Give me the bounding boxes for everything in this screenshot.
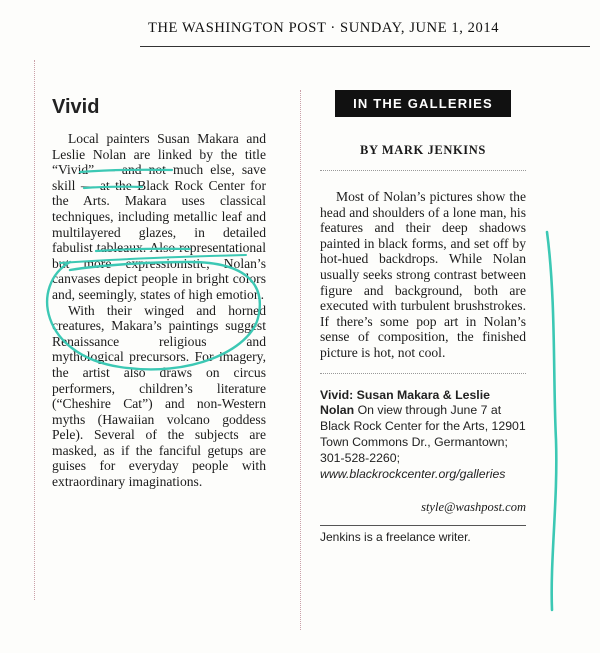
exhibit-info (320, 388, 526, 483)
byline-divider (320, 170, 526, 171)
section-badge: IN THE GALLERIES (335, 90, 511, 117)
left-body (52, 131, 266, 490)
article-heading: Vivid (52, 96, 100, 118)
left-column-rule (34, 60, 35, 600)
right-body (320, 189, 526, 361)
exhibit-details: On view through June 7 at Black Rock Center for the Arts, 12901 Town Commons Dr., Germantown; 301-528-2260; (320, 403, 526, 465)
exhibit-website: www.blackrockcenter.org/galleries (320, 466, 506, 481)
author-credit: Jenkins is a freelance writer. (320, 530, 471, 545)
masthead-rule (140, 46, 590, 47)
left-paragraph-1: Local painters Susan Makara and Leslie Nolan are linked by the title “Vivid” — and not much else, save skill — at the Black Rock Center for the Arts. Makara uses classical techniques, including metallic leaf and multilayered glazes, in detailed fabulist tableaux. Also representational but more expressionistic, Nolan’s canvases depict people in bright colors and, seemingly, states of high emotion. (52, 131, 266, 302)
right-column (320, 90, 526, 544)
center-column-rule (300, 90, 301, 630)
exhibit-title: Vivid: Susan Makara & Leslie Nolan (320, 387, 490, 418)
contact-email: style@washpost.com (421, 500, 526, 515)
info-divider (320, 373, 526, 374)
byline: BY MARK JENKINS (360, 143, 486, 157)
left-column (52, 96, 266, 490)
right-paragraph: Most of Nolan’s pictures show the head and shoulders of a lone man, his features and their deep shadows painted in black forms, and set off by hot-hued backdrops. While Nolan usually seeks strong contrast between figure and background, both are executed with turbulent brushstrokes. If there’s some pop art in Nolan’s sense of composition, the finished picture is hot, not cool. (320, 189, 526, 360)
left-paragraph-2: With their winged and horned creatures, Makara’s paintings suggest Renaissance religious and mythological precursors. For imagery, the artist also draws on circus performers, children’s literature (“Cheshire Cat”) and non-Western myths (Hawaiian volcano goddess Pele). Several of the subjects are masked, as if the fanciful getups are guises for everyday people with extraordinary imaginations. (52, 302, 266, 490)
masthead: THE WASHINGTON POST · SUNDAY, JUNE 1, 2014 (148, 20, 500, 36)
margin-line (547, 232, 556, 610)
credit-rule (320, 525, 526, 526)
